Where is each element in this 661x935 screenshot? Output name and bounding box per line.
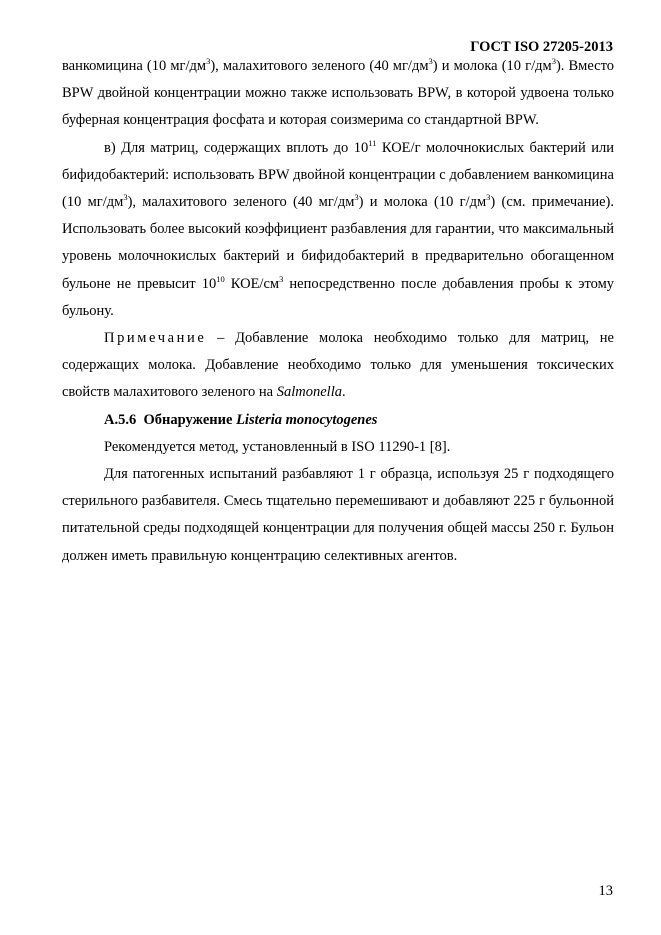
organism-name: Salmonella bbox=[276, 384, 342, 401]
paragraph-bpw-continuation: ванкомицина (10 $мг/дм^3$), малахитового зеленого (40 $мг/дм^3$) и молока (10 $г/дм^3$). Вместо BPW двойной концентрации можно также использовать BPW, в которой удвоена только буферная концентрация фосфата и которая соизмерима со стандартной BPW. bbox=[62, 56, 614, 129]
document-header: ГОСТ ISO 27205-2013 bbox=[470, 39, 613, 55]
note-paragraph: Примечание – Добавление молока необходимо только для матриц, не содержащих молока. Добавление необходимо только для уменьшения токсических свойств малахитового зеленого на Salmonella. bbox=[62, 330, 614, 401]
paragraph-dilution: Для патогенных испытаний разбавляют 1 г образца, используя 25 г подходящего стерильного разбавителя. Смесь тщательно перемешивают и добавляют 225 г бульонной питательной среды подходящей концентрации для получения общей массы 250 г. Бульон должен иметь правильную концентрацию селективных агентов. bbox=[62, 466, 614, 564]
paragraph-method: Рекомендуется метод, установленный в ISO 11290-1 [8]. bbox=[104, 438, 451, 455]
paragraph-item-v: в) Для матриц, содержащих вплоть до $10^{11}$ КОЕ/г молочнокислых бактерий или бифидобактерий: использовать BPW двойной концентрации с добавлением ванкомицина (10 $мг/дм^3$), малахитового зеленого (40 $мг/дм^3$) и молока (10 $г/дм^3$) (см. примечание). Использовать более высокий коэффициент разбавления для гарантии, что максимальный уровень молочнокислых бактерий и бифидобактерий в предварительно обогащенном бульоне не превысит $10^{10}$ КОЕ/$см^3$ непосредственно после добавления пробы к этому бульону. bbox=[62, 137, 615, 319]
section-number: А.5.6 bbox=[104, 411, 137, 428]
note-label: Примечание bbox=[104, 330, 207, 347]
section-heading: А.5.6 Обнаружение Listeria monocytogenes bbox=[104, 411, 378, 428]
section-organism: Listeria monocytogenes bbox=[236, 411, 378, 428]
page-body bbox=[62, 53, 614, 570]
page-number: 13 bbox=[598, 883, 613, 899]
